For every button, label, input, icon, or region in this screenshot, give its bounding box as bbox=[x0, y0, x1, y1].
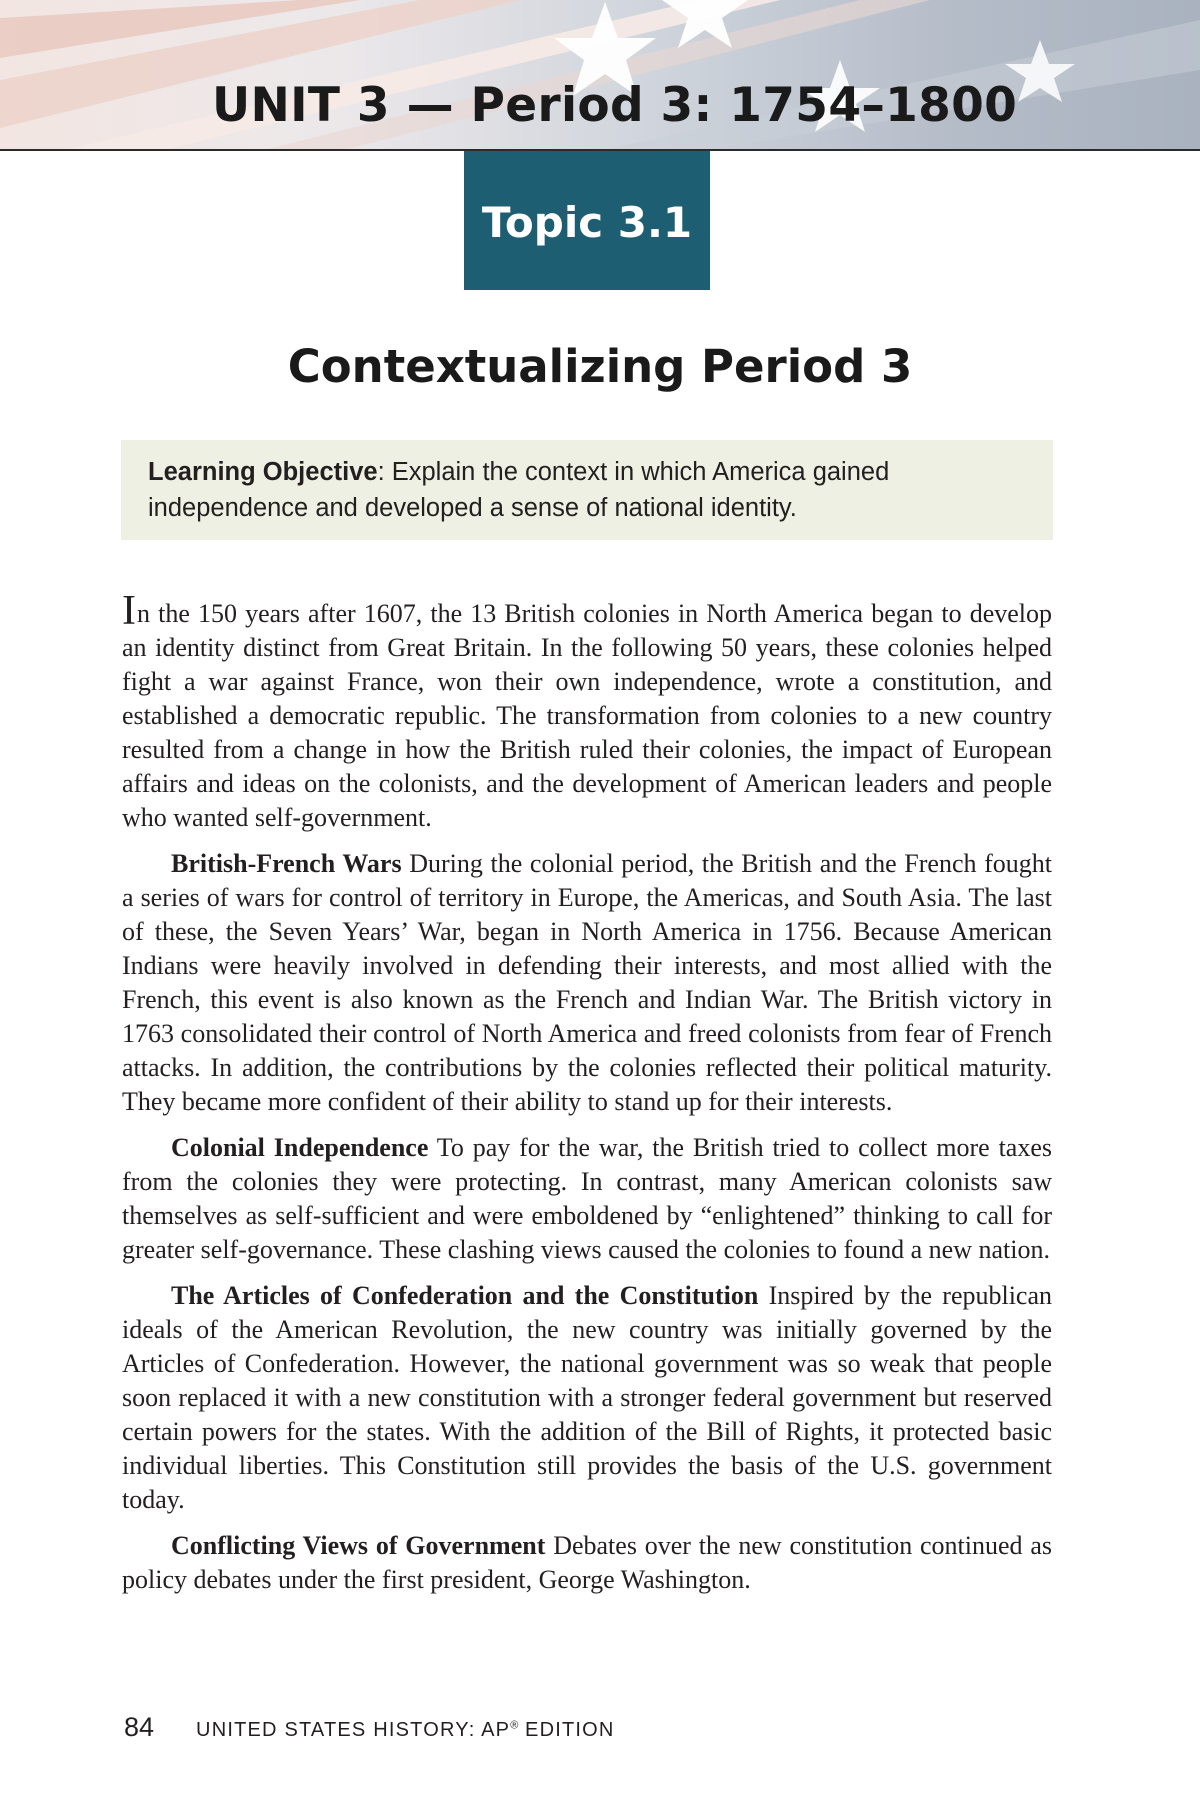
section-text: Debates over the new constitution continued as policy debates under the first president, George Washington. bbox=[122, 1531, 1053, 1594]
section-heading: Conflicting Views of Government bbox=[171, 1531, 546, 1560]
section-text: Inspired by the republican ideals of the American Revolution, the new country was initially governed by the Articles of Confederation. However, the national government was so weak that people soon replaced it with a new constitution with a stronger federal government but reserved certain powers for the states. With the addition of the Bill of Rights, it protected basic individual liberties. This Constitution still provides the basis of the U.S. government today. bbox=[122, 1281, 1053, 1514]
topic-heading: Contextualizing Period 3 bbox=[287, 340, 913, 393]
section-paragraph bbox=[122, 847, 1052, 1119]
section-paragraph bbox=[122, 1131, 1052, 1267]
section-paragraph bbox=[122, 1529, 1052, 1597]
running-title bbox=[196, 1719, 615, 1742]
page-footer bbox=[124, 1712, 615, 1743]
header-banner bbox=[0, 0, 1200, 151]
section-heading: British-French Wars bbox=[171, 849, 402, 878]
section-paragraph bbox=[122, 1279, 1052, 1517]
learning-objective-text: Explain the context in which America gained independence and developed a sense of national identity. bbox=[148, 458, 890, 522]
page-number: 84 bbox=[124, 1712, 155, 1742]
registered-mark: ® bbox=[510, 1719, 519, 1732]
body-text bbox=[122, 588, 1053, 1609]
unit-title: UNIT 3 — Period 3: 1754–1800 bbox=[212, 78, 1018, 133]
learning-objective-colon: : bbox=[377, 458, 392, 486]
intro-paragraph bbox=[122, 588, 1052, 835]
intro-text: n the 150 years after 1607, the 13 British colonies in North America began to develop an identity distinct from Great Britain. In the following 50 years, these colonies helped fight a war against France, won their own independence, wrote a constitution, and established a democratic republic. The transformation from colonies to a new country resulted from a change in how the British ruled their colonies, the impact of European affairs and ideas on the colonists, and the development of American leaders and people who wanted self-government. bbox=[122, 599, 1052, 832]
topic-tab: Topic 3.1 bbox=[464, 151, 710, 290]
running-title-suffix: EDITION bbox=[518, 1719, 615, 1741]
section-heading: The Articles of Confederation and the Constitution bbox=[171, 1281, 759, 1310]
section-text: To pay for the war, the British tried to collect more taxes from the colonies they were protecting. In contrast, many American colonists saw themselves as self-sufficient and were emboldened by “enlightened” thinking to call for greater self-governance. These clashing views caused the colonies to found a new nation. bbox=[122, 1133, 1052, 1264]
learning-objective-box bbox=[121, 440, 1053, 540]
section-text: During the colonial period, the British and the French fought a series of wars for control of territory in Europe, the Americas, and South Asia. The last of these, the Seven Years’ War, began in North America in 1756. Because American Indians were heavily involved in defending their interests, and most allied with the French, this event is also known as the French and Indian War. The British victory in 1763 consolidated their control of North America and freed colonists from fear of French attacks. In addition, the contributions by the colonies reflected their political maturity. They became more confident of their ability to stand up for their interests. bbox=[122, 849, 1053, 1116]
section-heading: Colonial Independence bbox=[171, 1133, 429, 1162]
drop-cap: I bbox=[122, 588, 136, 634]
running-title-text: UNITED STATES HISTORY: AP bbox=[196, 1719, 511, 1741]
learning-objective-label: Learning Objective bbox=[148, 458, 378, 486]
